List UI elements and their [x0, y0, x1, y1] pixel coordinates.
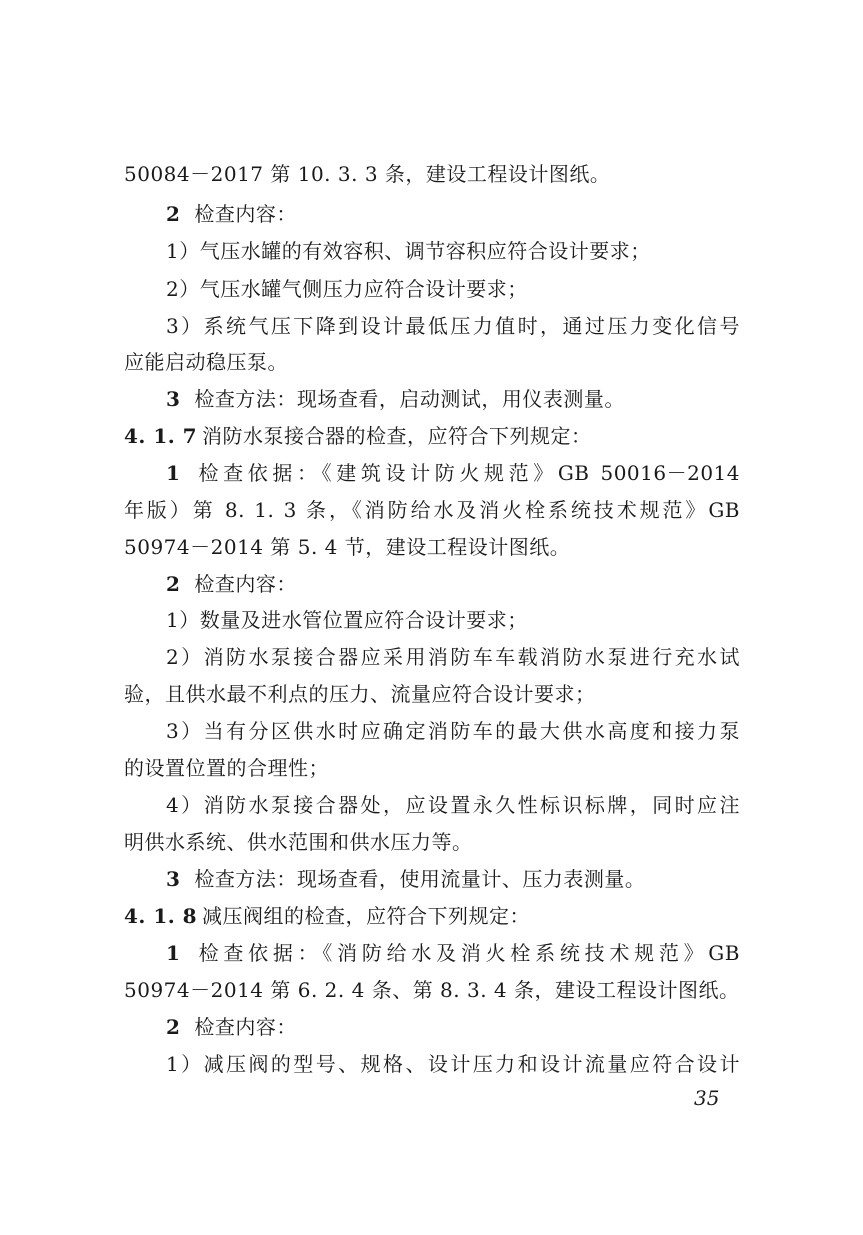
item-heading: 2 检查内容：: [166, 1015, 297, 1039]
text-line: 的设置位置的合理性；: [124, 756, 329, 780]
list-item: 4）消防水泵接合器处，应设置永久性标识标牌，同时应注: [166, 793, 740, 817]
item-number: 3: [166, 387, 181, 411]
text-line: 50974－2014 第 5. 4 节，建设工程设计图纸。: [124, 535, 571, 559]
list-item: 2）消防水泵接合器应采用消防车车载消防水泵进行充水试: [166, 645, 740, 669]
text-line: 50974－2014 第 6. 2. 4 条、第 8. 3. 4 条，建设工程设计图纸。: [124, 978, 740, 1002]
item-heading: 3 检查方法：现场查看，启动测试，用仪表测量。: [166, 387, 625, 411]
text-line: 50084－2017 第 10. 3. 3 条，建设工程设计图纸。: [124, 162, 611, 186]
section-heading: 4. 1. 7 消防水泵接合器的检查，应符合下列规定：: [124, 424, 592, 448]
list-item: 2）气压水罐气侧压力应符合设计要求；: [166, 277, 528, 301]
item-heading: 1 检查依据：《消防给水及消火栓系统技术规范》GB: [166, 941, 740, 965]
item-number: 2: [166, 1015, 181, 1039]
item-heading: 3 检查方法：现场查看，使用流量计、压力表测量。: [166, 867, 646, 891]
section-heading: 4. 1. 8 减压阀组的检查，应符合下列规定：: [124, 904, 530, 928]
item-heading: 1 检查依据：《建筑设计防火规范》GB 50016－2014: [166, 461, 740, 485]
list-item: 1）数量及进水管位置应符合设计要求；: [166, 608, 528, 632]
list-item: 3）当有分区供水时应确定消防车的最大供水高度和接力泵: [166, 719, 740, 743]
item-number: 1: [166, 941, 181, 965]
section-number: 4. 1. 7: [124, 424, 198, 448]
item-number: 2: [166, 572, 181, 596]
list-item: 1）气压水罐的有效容积、调节容积应符合设计要求；: [166, 239, 651, 263]
item-number: 3: [166, 867, 181, 891]
section-number: 4. 1. 8: [124, 904, 198, 928]
item-heading: 2 检查内容：: [166, 202, 297, 226]
list-item: 1）减压阀的型号、规格、设计压力和设计流量应符合设计: [166, 1052, 740, 1076]
text-line: 年版）第 8. 1. 3 条，《消防给水及消火栓系统技术规范》GB: [124, 498, 740, 522]
list-item: 3）系统气压下降到设计最低压力值时，通过压力变化信号: [166, 314, 740, 338]
item-heading: 2 检查内容：: [166, 572, 297, 596]
item-number: 1: [166, 461, 181, 485]
text-line: 应能启动稳压泵。: [124, 350, 288, 374]
text-line: 明供水系统、供水范围和供水压力等。: [124, 830, 473, 854]
page-number: 35: [694, 1086, 720, 1110]
text-line: 验，且供水最不利点的压力、流量应符合设计要求；: [124, 682, 596, 706]
item-number: 2: [166, 202, 181, 226]
